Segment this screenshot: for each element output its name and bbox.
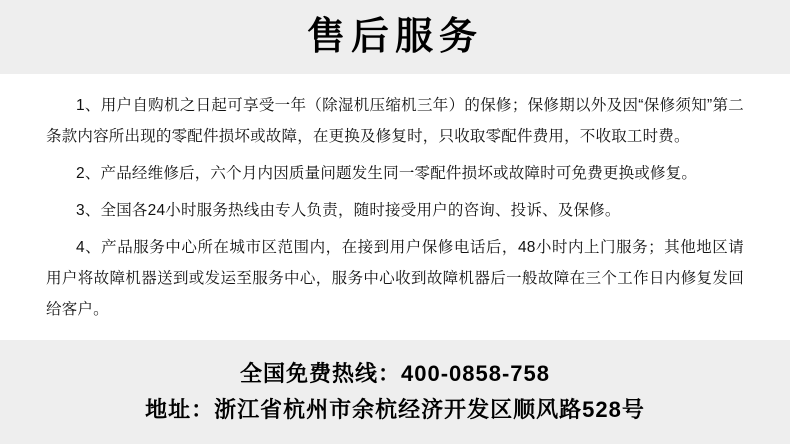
service-term-paragraph: 1、用户自购机之日起可享受一年（除湿机压缩机三年）的保修；保修期以外及因“保修须知”第二条款内容所出现的零配件损坏或故障，在更换及修复时，只收取零配件费用，不收取工时费。 — [46, 97, 744, 145]
hotline-text: 全国免费热线：400-0858-758 — [239, 361, 550, 386]
address-text: 地址：浙江省杭州市余杭经济开发区顺风路528号 — [145, 397, 645, 422]
page-title: 售后服务 — [306, 16, 483, 58]
contact-footer — [0, 340, 790, 444]
service-term-paragraph: 4、产品服务中心所在城市区范围内，在接到用户保修电话后，48小时内上门服务；其他地区请用户将故障机器送到或发运至服务中心，服务中心收到故障机器后一般故障在三个工作日内修复发回给客户。 — [46, 239, 744, 318]
service-term-paragraph: 2、产品经维修后，六个月内因质量问题发生同一零配件损坏或故障时可免费更换或修复。 — [76, 165, 698, 182]
service-term-paragraph: 3、全国各24小时服务热线由专人负责，随时接受用户的咨询、投诉、及保修。 — [76, 202, 621, 219]
service-terms-body — [0, 74, 790, 340]
